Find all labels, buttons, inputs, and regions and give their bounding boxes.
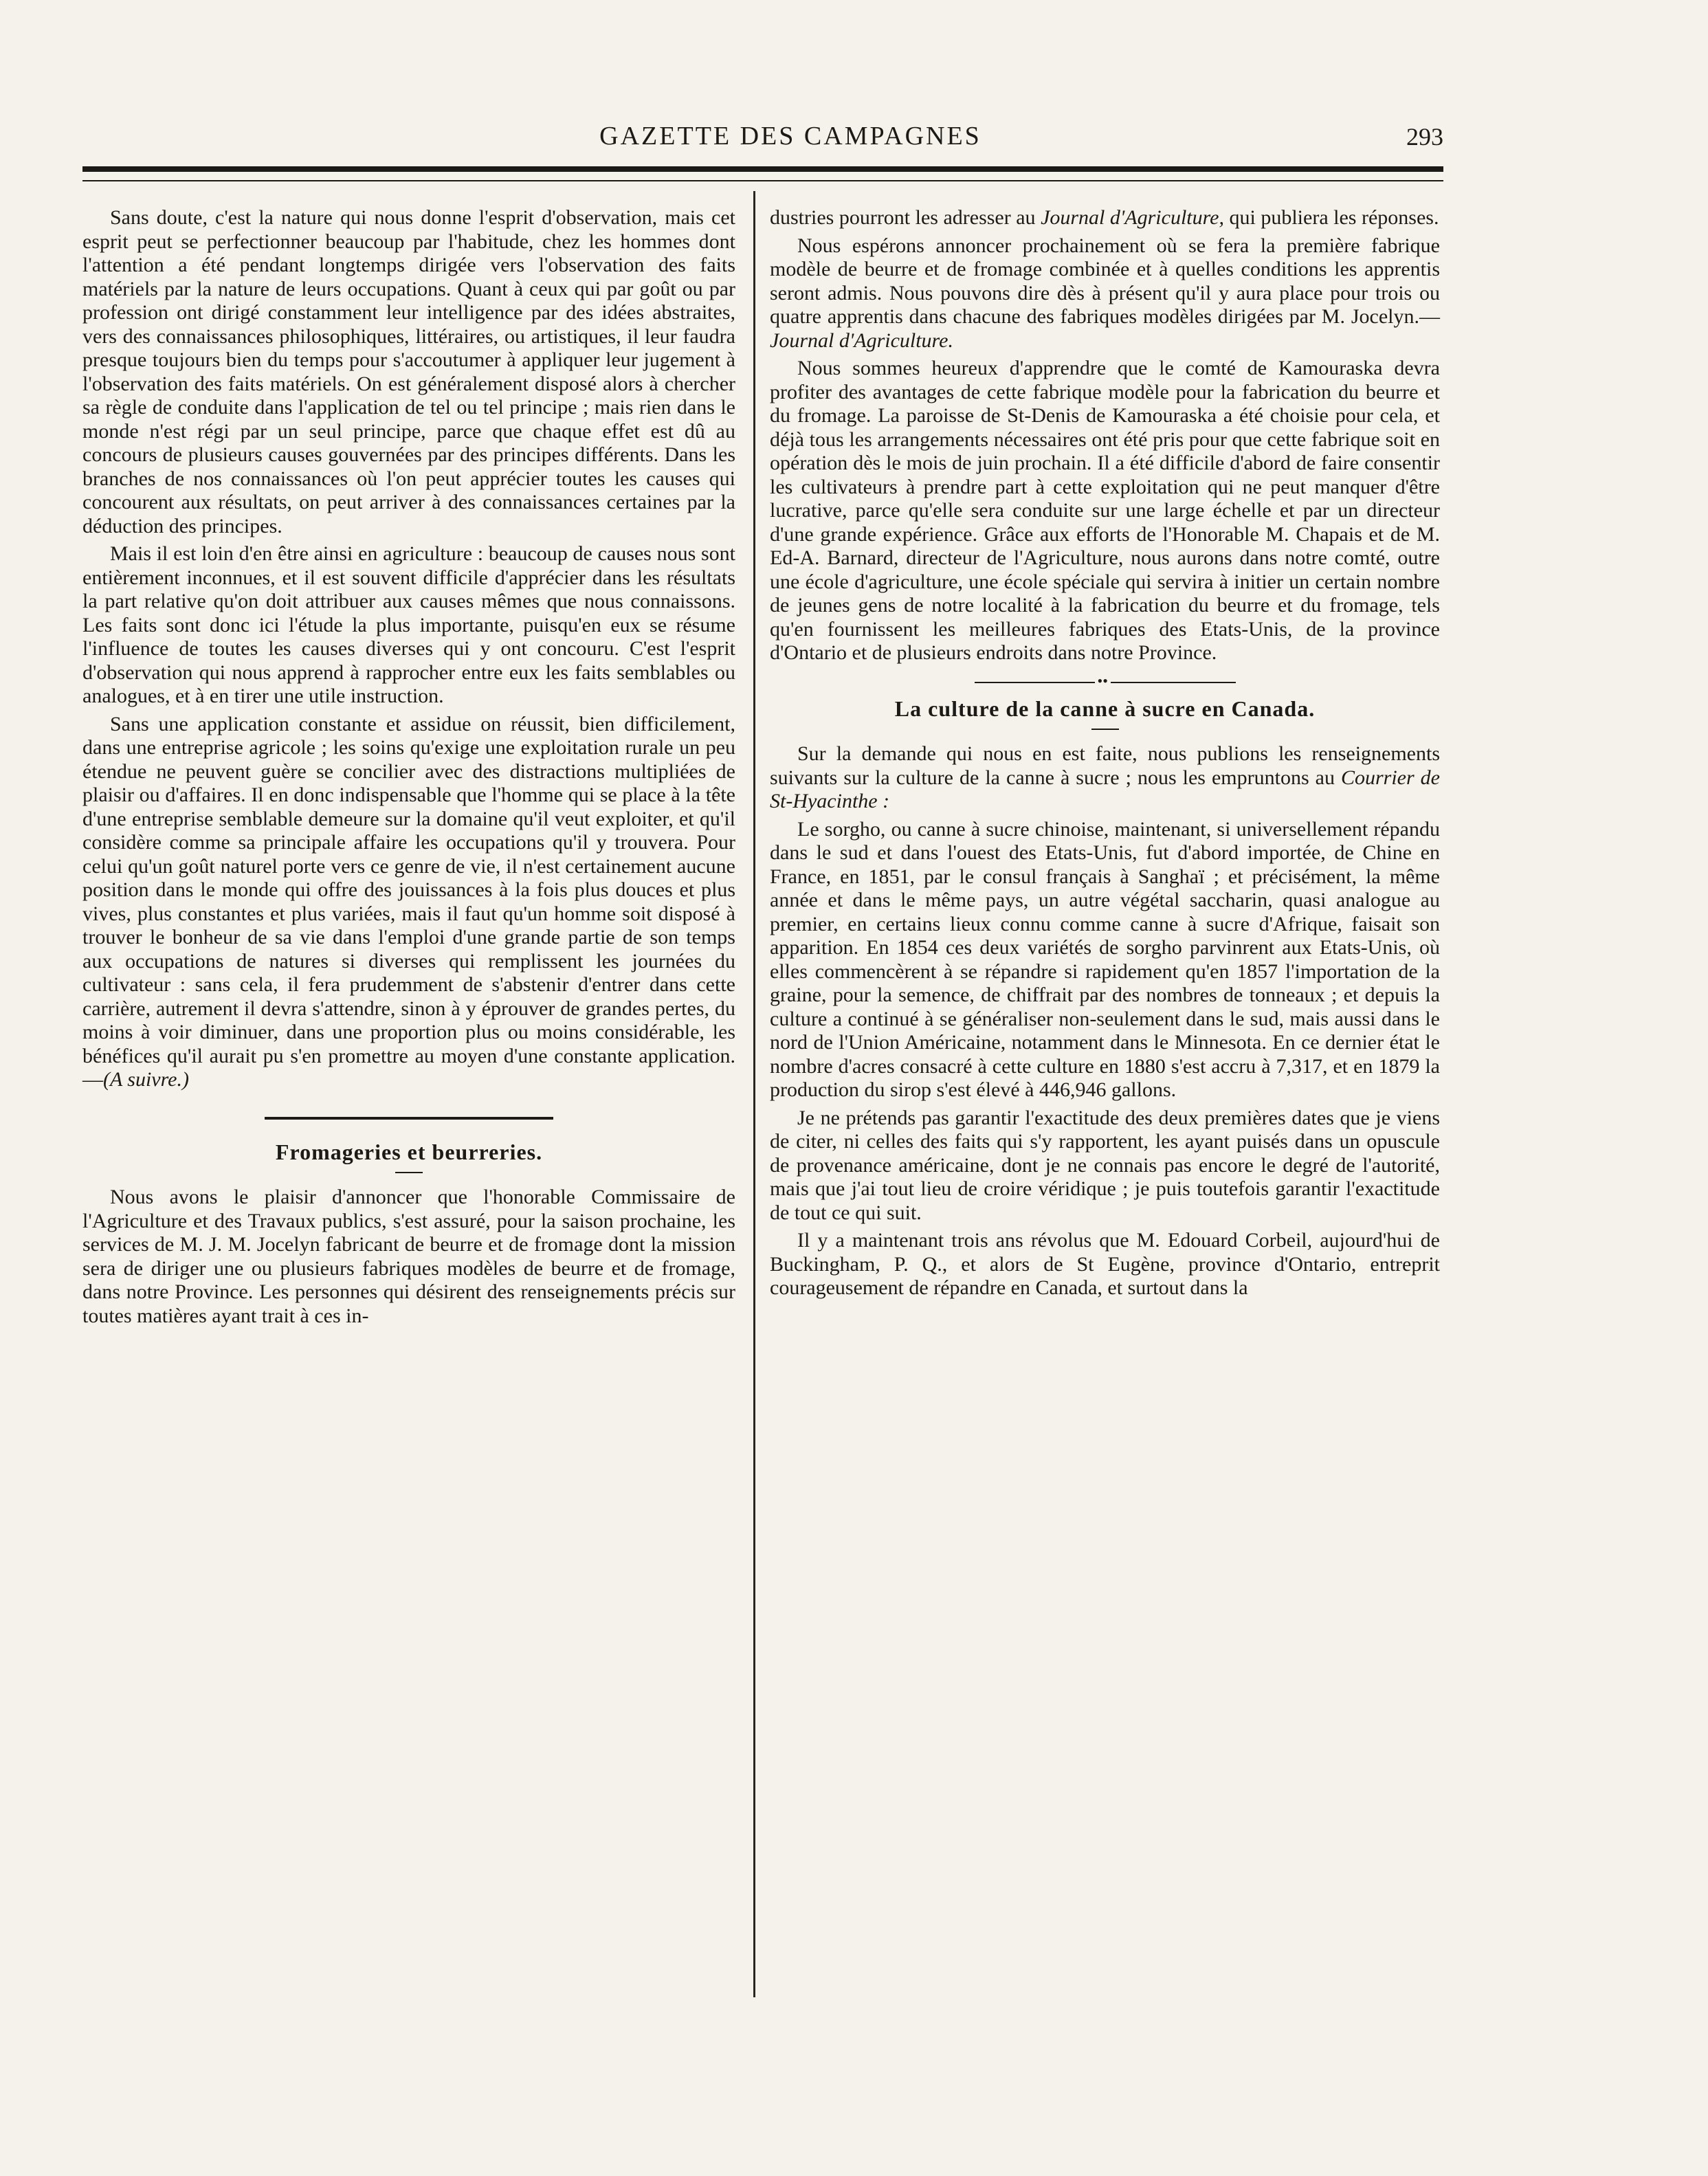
paragraph: Je ne prétends pas garantir l'exactitude des deux premières dates que je viens de citer, ni celles des faits qui s'y rapportent, les ayant puisés dans un opuscule de provenance américaine, dont je ne connais pas encore le degré de l'autorité, mais que j'ai tout lieu de croire véridique ; je puis toutefois garantir l'exactitude de tout ce qui suit. <box>770 1106 1440 1224</box>
paragraph-text: Sans une application constante et assidue on réussit, bien difficilement, dans une entreprise agricole ; les soins qu'exige une exploitation rurale un peu étendue ne peuvent guère se concilier avec des distractions multipliées de plaisir ou d'affaires. Il en donc indispensable que l'homme qui se place à la tête d'une entreprise semblable demeure sur la domaine qu'il veut exploiter, et qu'il considère comme sa principale affaire les occupations qu'il y trouvera. Pour celui qu'un goût naturel porte vers ce genre de vie, il n'est certainement aucune position dans le monde qui offre des jouissances à la fois plus douces et plus vives, plus constantes et plus variées, mais il faut qu'un homme soit disposé à trouver le bonheur de sa vie dans l'emploi d'une grande partie de son temps aux occupations de natures si diverses qui remplissent les journées du cultivateur : sans cela, il fera prudemment de s'abstenir d'entrer dans cette carrière, autrement il devra s'attendre, sinon à y éprouver de grandes pertes, du moins à voir diminuer, dans une proportion plus ou moins considérable, les bénéfices qu'il aurait pu s'en promettre au moyen d'une constante application.— <box>82 712 735 1091</box>
section-heading: La culture de la canne à sucre en Canada. <box>894 696 1316 721</box>
right-column <box>770 206 1440 1305</box>
source-citation: Journal d'Agriculture. <box>770 329 953 352</box>
paragraph-text: Nous espérons annoncer prochainement où se fera la première fabrique modèle de beurre et de fromage combinée et à quelles conditions les apprentis seront admis. Nous pouvons dire dès à présent qu'il y aura place pour trois ou quatre apprentis dans chacune des fabriques modèles dirigées par M. Jocelyn.— <box>770 234 1440 328</box>
source-citation: Courrier de St-Hyacinthe : <box>770 766 1440 812</box>
paragraph <box>770 234 1440 353</box>
paragraph: Il y a maintenant trois ans révolus que M. Edouard Corbeil, aujourd'hui de Buckingham, P. Q., et alors de St Eugène, province d'Ontario, entreprit courageusement de répandre en Canada, et surtout dans la <box>770 1229 1440 1299</box>
header-rule-thin <box>82 180 1443 181</box>
paragraph-text: Sur la demande qui nous en est faite, nous publions les renseignements suivants sur la culture de la canne à sucre ; nous les empruntons au <box>770 742 1440 789</box>
paragraph: Sans doute, c'est la nature qui nous donne l'esprit d'observation, mais cet esprit peut se perfectionner beaucoup par l'habitude, chez les hommes dont l'attention a été pendant longtemps dirigée vers l'observation des faits matériels par la nature de leurs occupations. Quant à ceux qui par goût ou par profession ont dirigé constamment leur intelligence par des idées abstraites, vers des connaissances philosophiques, littéraires, ou artistiques, il leur faudra presque toujours bien du temps pour s'accoutumer à appliquer leur jugement à l'observation des faits matériels. On est généralement disposé alors à chercher sa règle de conduite dans l'application de tel ou tel principe ; mais rien dans le monde n'est régi par un seul principe, parce que chaque effet est dû au concours de plusieurs causes gouvernées par des principes différents. Dans les branches de nos connaissances où l'on peut apprécier toutes les causes qui concourent aux résultats, on peut arriver à des connaissances certaines par la déduction des principes. <box>82 206 735 537</box>
journal-title: Journal d'Agriculture, <box>1041 206 1225 229</box>
paragraph: Nous sommes heureux d'apprendre que le comté de Kamouraska devra profiter des avantages de cette fabrique modèle pour la fabrication du beurre et du fromage. La paroisse de St-Denis de Kamouraska a été choisie pour cela, et déjà tous les arrangements nécessaires ont été pris pour que cette fabrique soit en opération dès le mois de juin prochain. Il a été difficile d'abord de faire consentir les cultivateurs à prendre part à cette exploitation qui ne peut manquer d'être lucrative, parce qu'elle sera conduite sur une large échelle et par un directeur d'une grande expérience. Grâce aux efforts de l'Honorable M. Chapais et de M. Ed-A. Barnard, directeur de l'Agriculture, nous aurons dans notre comté, outre une école d'agriculture, une école spéciale qui servira à initier un certain nombre de jeunes gens de notre localité à la fabrication du beurre et du fromage, tels qu'en fournissent les meilleures fabriques des Etats-Unis, de la province d'Ontario et de plusieurs endroits dans notre Province. <box>770 357 1440 664</box>
page-header <box>82 121 1443 162</box>
column-divider <box>753 191 755 1997</box>
header-rule-thick <box>82 166 1443 172</box>
paragraph <box>770 742 1440 814</box>
left-column <box>82 206 735 1332</box>
paragraph-text: qui publiera les réponses. <box>1224 206 1439 229</box>
paragraph <box>770 206 1440 230</box>
section-separator <box>265 1117 553 1120</box>
page-number: 293 <box>1406 123 1443 151</box>
heading-rule <box>395 1172 423 1173</box>
section-heading: Fromageries et beurreries. <box>275 1139 543 1164</box>
to-be-continued: (A suivre.) <box>103 1068 189 1091</box>
running-title: GAZETTE DES CAMPAGNES <box>599 122 981 151</box>
paragraph: Le sorgho, ou canne à sucre chinoise, maintenant, si universellement répandu dans le sud et dans l'ouest des Etats-Unis, fut d'abord importée, de Chine en France, en 1851, par le consul français à Sanghaï ; et précisément, la même année et dans le même pays, un autre végétal saccharin, quasi analogue au premier, en certains lieux connu comme canne à sucre d'Afrique, faisait son apparition. En 1854 ces deux variétés de sorgho parvinrent aux Etats-Unis, où elles commencèrent à se répandre si rapidement qu'en 1857 l'importation de la graine, pour la semence, de chiffrait par des nombres de tonneaux ; et depuis la culture a continué à se généraliser non-seulement dans le sud, mais aussi dans le nord de l'Union Américaine, notamment dans le Minnesota. En ce dernier état le nombre d'acres consacré à cette culture en 1880 s'est accru à 7,317, et en 1879 la production du sirop s'est élevé à 446,946 gallons. <box>770 817 1440 1101</box>
heading-rule <box>1091 729 1119 730</box>
paragraph <box>82 713 735 1092</box>
ornamental-separator <box>975 682 1236 683</box>
paragraph: Nous avons le plaisir d'annoncer que l'honorable Commissaire de l'Agriculture et des Travaux publics, s'est assuré, pour la saison prochaine, les services de M. J. M. Jocelyn fabricant de beurre et de fromage dont la mission sera de diriger une ou plusieurs fabriques modèles de beurre et de fromage, dans notre Province. Les personnes qui désirent des renseignements précis sur toutes matières ayant trait à ces in- <box>82 1186 735 1327</box>
paragraph-text: dustries pourront les adresser au <box>770 206 1041 229</box>
paragraph: Mais il est loin d'en être ainsi en agriculture : beaucoup de causes nous sont entièrement inconnues, et il est souvent difficile d'apprécier dans les résultats la part relative qu'on doit attribuer aux causes mêmes que nous connaissons. Les faits sont donc ici l'étude la plus importante, puisqu'en eux se résume l'influence de toutes les causes diverses qui y ont concouru. C'est l'esprit d'observation qui nous apprend à rapprocher entre eux les faits semblables ou analogues, et à en tirer une utile instruction. <box>82 542 735 707</box>
